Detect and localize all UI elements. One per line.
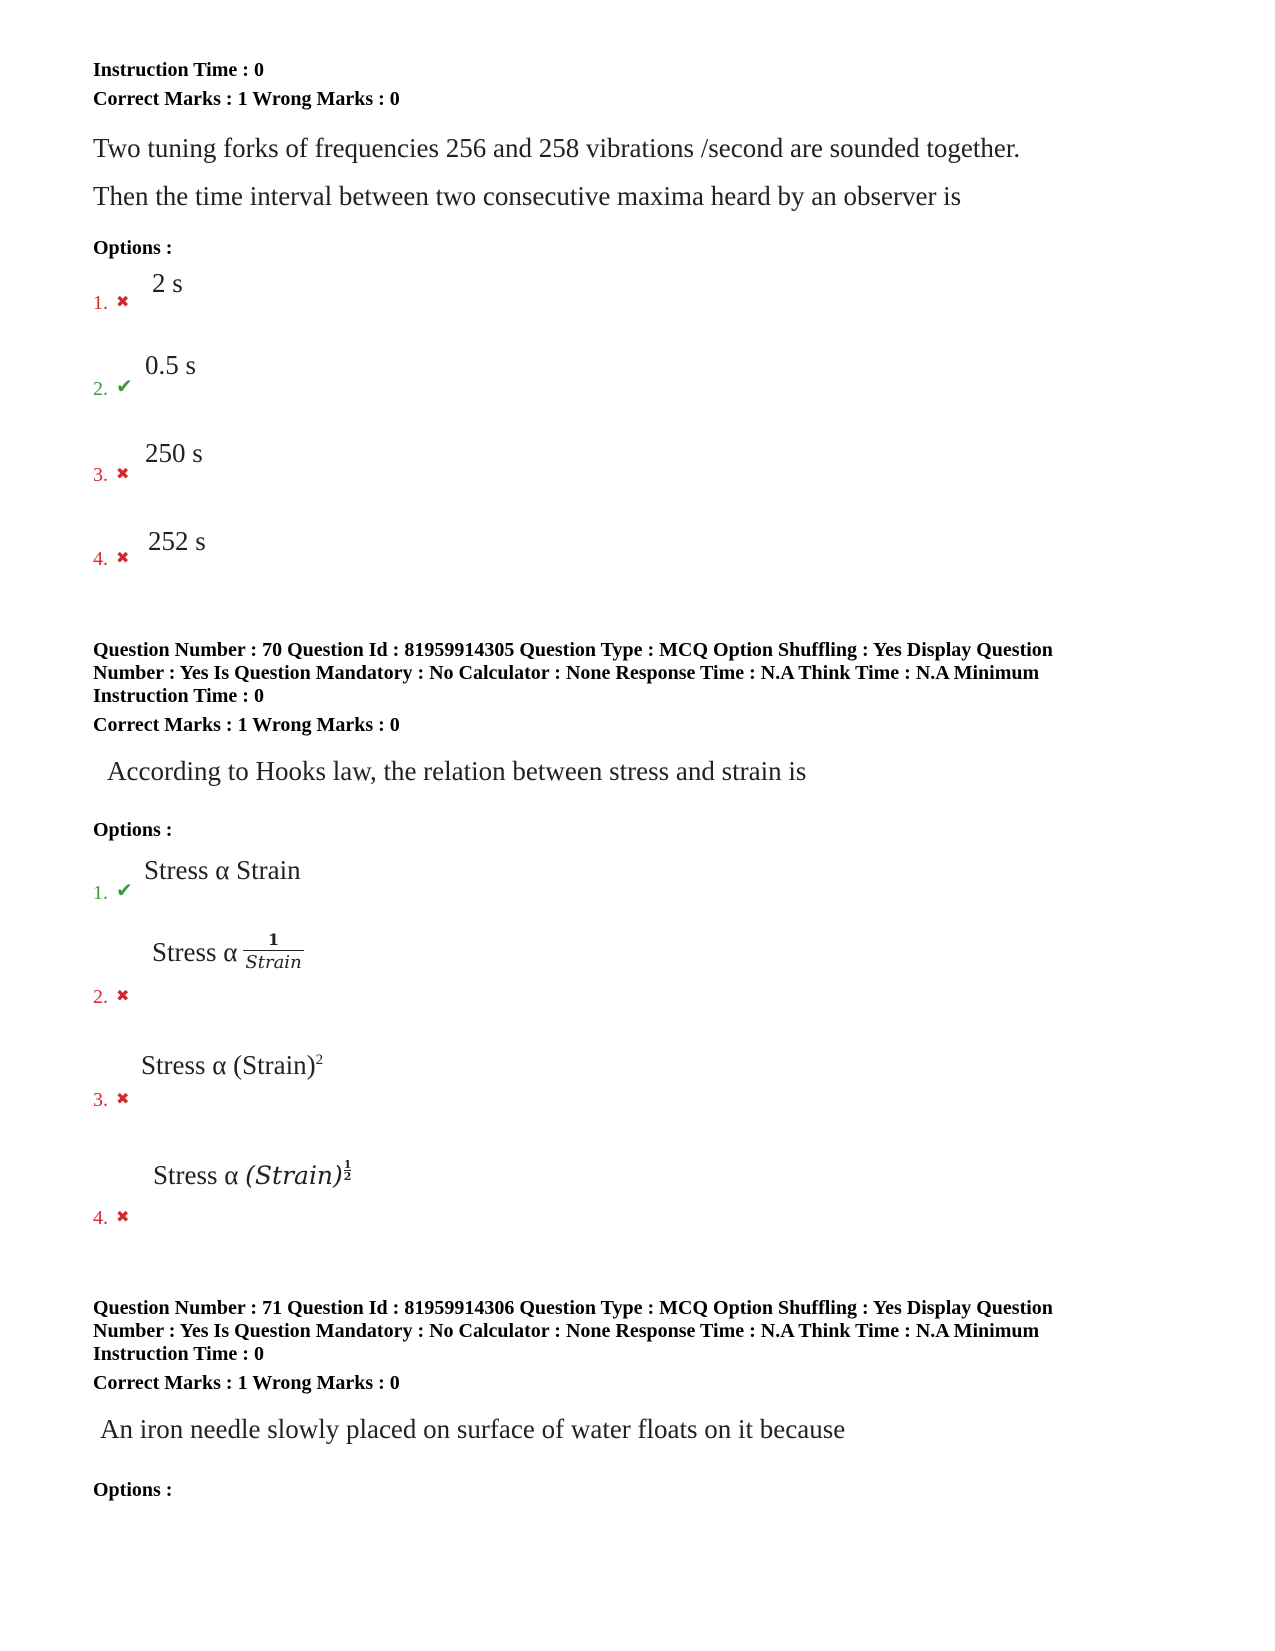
instruction-time: Instruction Time : 0 [93,1343,264,1365]
question-header-line1: Question Number : 71 Question Id : 81959914306 Question Type : MCQ Option Shuffling : Yes Display Question [93,1297,1053,1319]
option-1-text: 2 s [152,268,183,298]
exponent-denominator: 2 [343,1170,352,1183]
marks-info: Correct Marks : 1 Wrong Marks : 0 [93,1372,400,1394]
option-number: 3. [93,464,108,486]
wrong-icon: ✖ [116,466,130,483]
option-4-base: (Strain) [245,1161,343,1190]
wrong-icon: ✖ [116,1091,130,1108]
wrong-icon: ✖ [116,988,130,1005]
option-1-text: Stress α Strain [144,855,301,885]
option-2[interactable] [93,986,129,1009]
wrong-icon: ✖ [116,550,130,567]
fraction [243,930,303,975]
option-number: 2. [93,986,108,1008]
option-number: 4. [93,1207,108,1229]
option-2-prefix: Stress α [152,937,238,967]
option-1[interactable] [93,292,129,315]
question-text: According to Hooks law, the relation between stress and strain is [107,756,807,786]
option-3[interactable] [93,464,129,487]
correct-icon: ✔ [116,376,133,398]
option-4-text [153,1160,351,1191]
option-2[interactable] [93,374,133,401]
option-number: 1. [93,882,108,904]
option-2-text [152,930,304,975]
option-number: 1. [93,292,108,314]
option-2-text: 0.5 s [145,350,197,380]
option-number: 3. [93,1089,108,1111]
exponent-numerator: 1 [343,1158,352,1171]
option-4-prefix: Stress α [153,1160,239,1190]
instruction-time: Instruction Time : 0 [93,59,264,81]
question-text-line2: Then the time interval between two consecutive maxima heard by an observer is [93,181,962,211]
option-3-prefix: Stress α (Strain) [141,1050,316,1080]
exponent: 2 [315,1052,324,1068]
question-text: An iron needle slowly placed on surface of water floats on it because [100,1414,846,1444]
option-3[interactable] [93,1089,129,1112]
question-text-line1: Two tuning forks of frequencies 256 and 258 vibrations /second are sounded together. [93,133,1021,163]
option-4[interactable] [93,1207,129,1230]
instruction-time: Instruction Time : 0 [93,685,264,707]
option-3-text: 250 s [145,438,203,468]
wrong-icon: ✖ [116,1209,130,1226]
marks-info: Correct Marks : 1 Wrong Marks : 0 [93,88,400,110]
fraction-denominator: Strain [245,952,302,973]
question-header-line2: Number : Yes Is Question Mandatory : No Calculator : None Response Time : N.A Think Time : N.A Minimum [93,662,1040,684]
options-label: Options : [93,819,173,841]
option-number: 2. [93,378,108,400]
marks-info: Correct Marks : 1 Wrong Marks : 0 [93,714,400,736]
wrong-icon: ✖ [116,294,130,311]
options-label: Options : [93,1479,173,1501]
exponent-fraction [344,1159,352,1182]
options-label: Options : [93,237,173,259]
option-1[interactable] [93,878,133,905]
correct-icon: ✔ [116,880,133,902]
fraction-numerator: 1 [267,930,280,949]
option-number: 4. [93,548,108,570]
option-4[interactable] [93,548,129,571]
question-header-line1: Question Number : 70 Question Id : 81959914305 Question Type : MCQ Option Shuffling : Yes Display Question [93,639,1053,661]
option-3-text [141,1050,323,1081]
option-4-text: 252 s [148,526,206,556]
question-header-line2: Number : Yes Is Question Mandatory : No Calculator : None Response Time : N.A Think Time : N.A Minimum [93,1320,1040,1342]
